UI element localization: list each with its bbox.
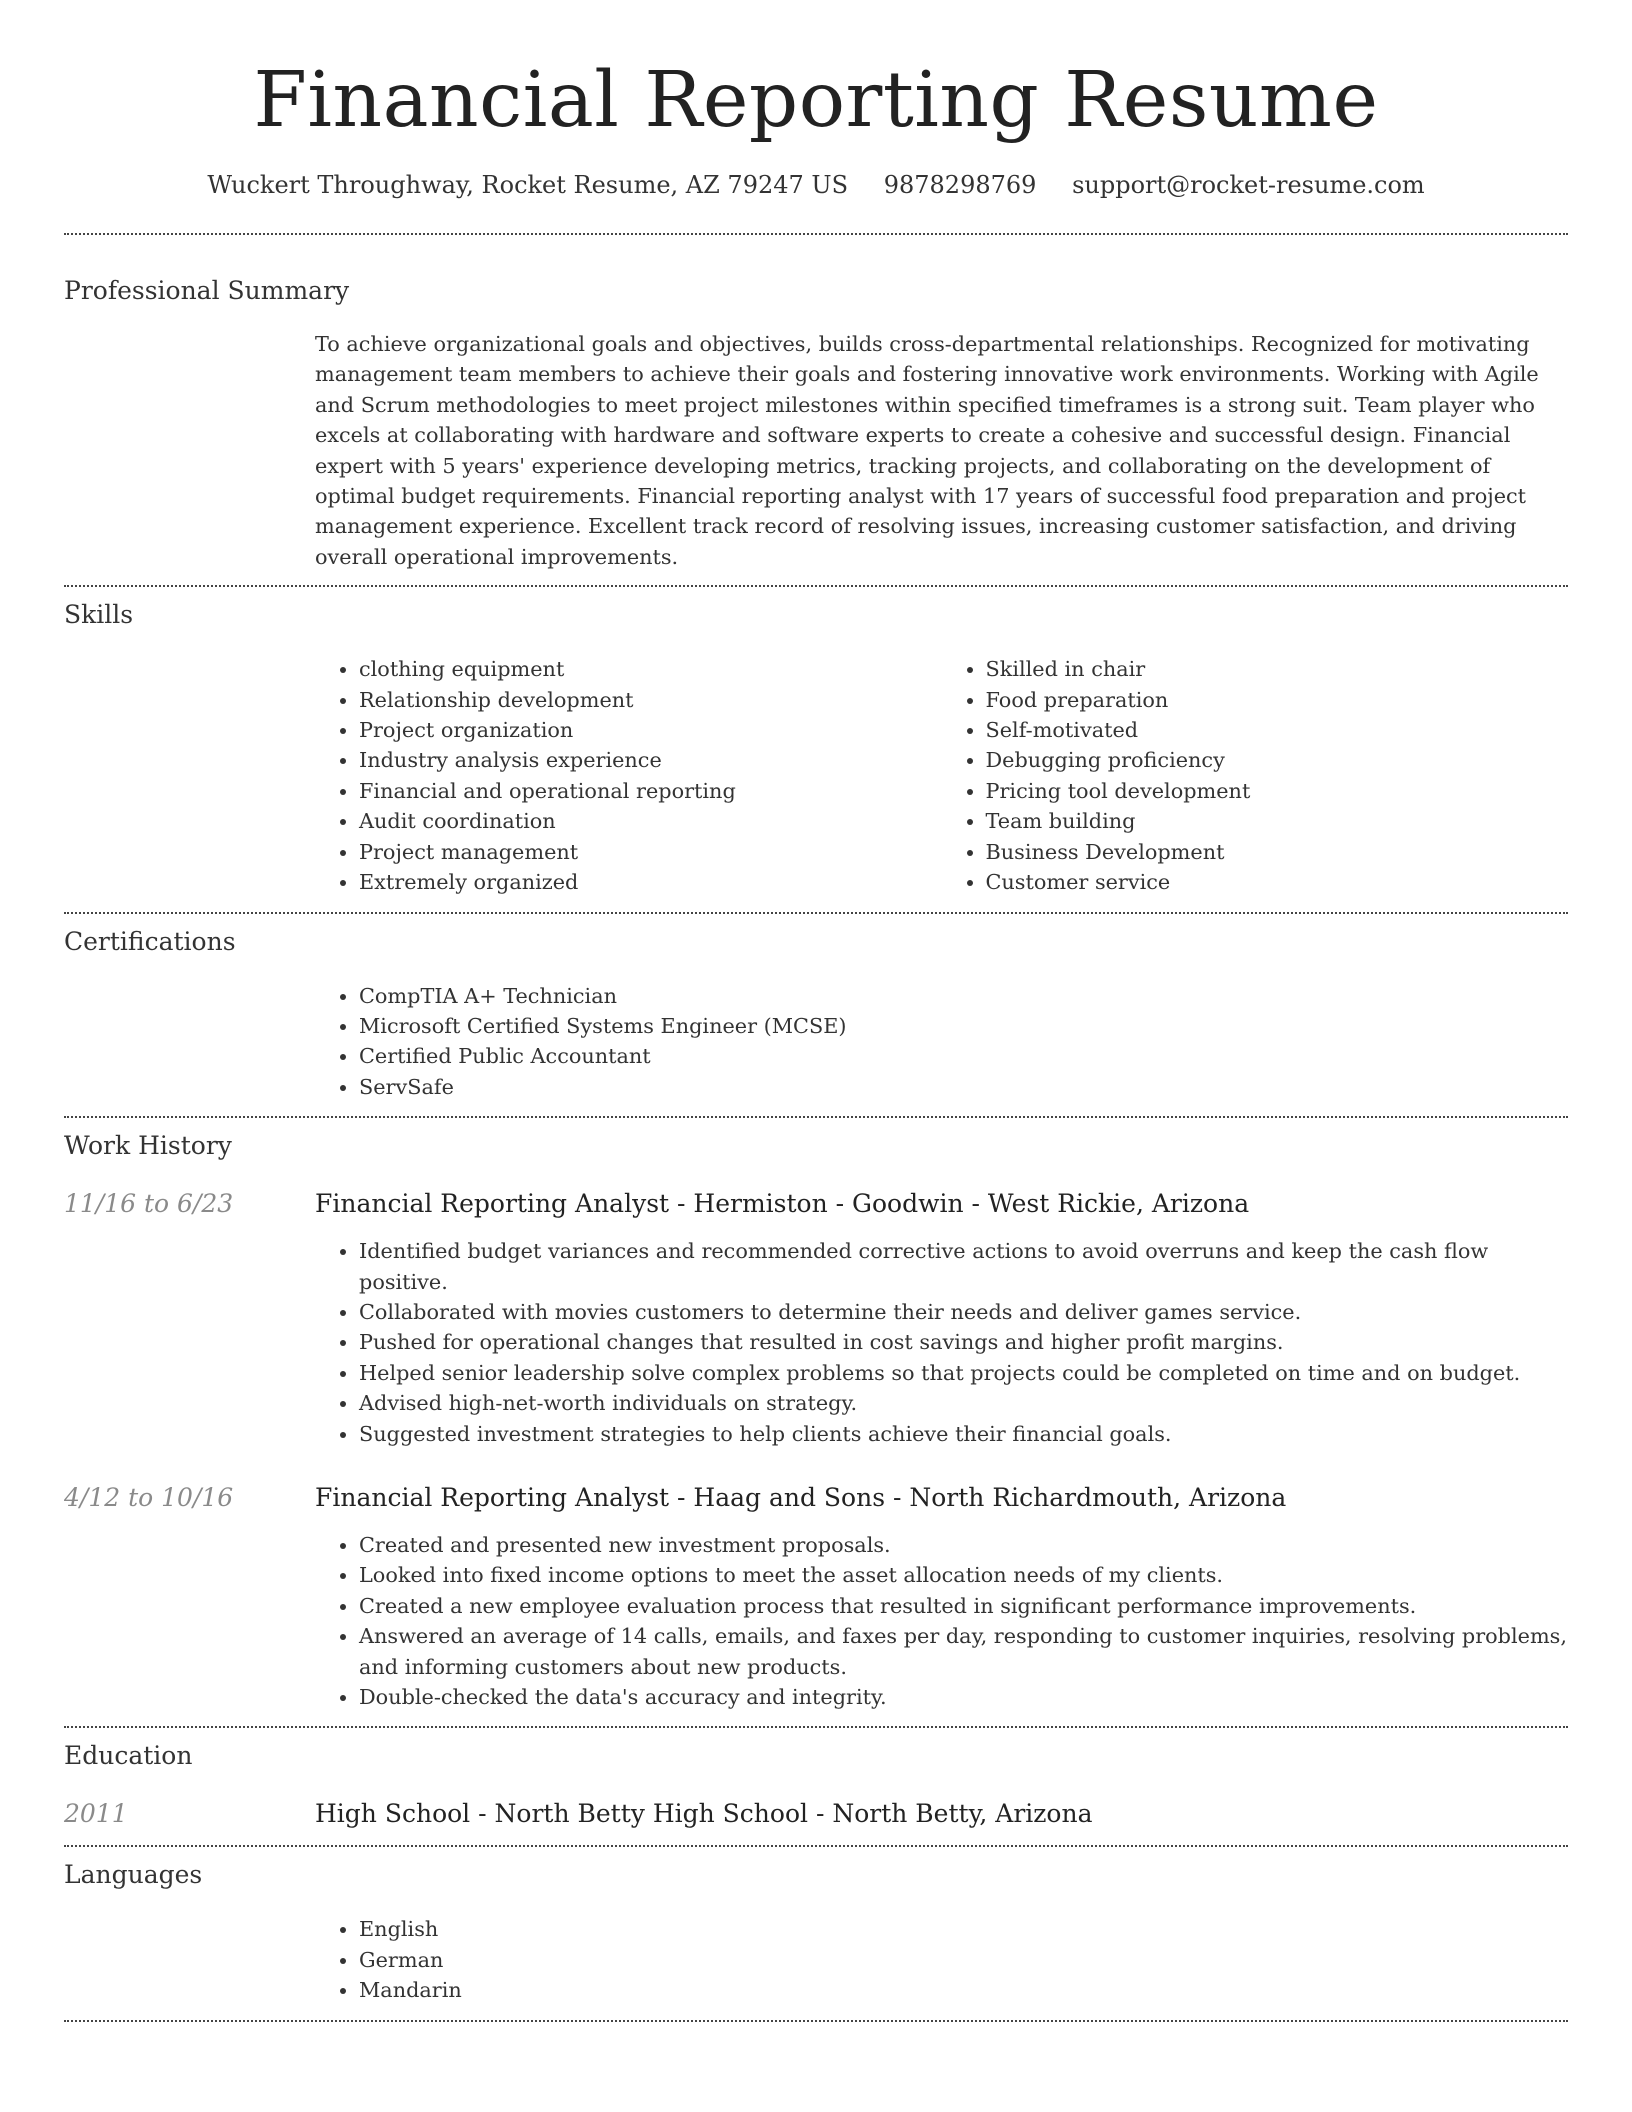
job-dates: 4/12 to 10/16 — [64, 1482, 234, 1512]
contact-address: Wuckert Throughway, Rocket Resume, AZ 79247 US — [207, 171, 849, 199]
job-bullet: • Helped senior leadership solve complex problems so that projects could be completed on time and on budget. — [359, 1358, 1568, 1388]
section-title-certifications: Certifications — [64, 926, 236, 956]
job-entry — [64, 1161, 1568, 1449]
section-title-education: Education — [64, 1741, 193, 1771]
section-education — [64, 1728, 1568, 1845]
section-languages — [64, 1847, 1568, 2019]
education-entry — [64, 1771, 1568, 1845]
language-item: • Mandarin — [359, 1975, 1568, 2005]
language-item: • German — [359, 1945, 1568, 1975]
certification-item: • ServSafe — [359, 1072, 1568, 1102]
skill-item: • Customer service — [986, 867, 1569, 897]
job-bullet: • Looked into fixed income options to meet the asset allocation needs of my clients. — [359, 1560, 1568, 1590]
job-bullets — [315, 1219, 1568, 1449]
job-bullet: • Double-checked the data's accuracy and integrity. — [359, 1682, 1568, 1712]
job-bullet-list — [315, 1530, 1568, 1712]
section-work-history — [64, 1118, 1568, 1726]
resume-page — [64, 0, 1568, 2022]
section-skills — [64, 587, 1568, 911]
skill-item: • Skilled in chair — [986, 654, 1569, 684]
skill-item: • Project management — [359, 837, 942, 867]
certification-item: • Certified Public Accountant — [359, 1041, 1568, 1071]
job-bullet: • Collaborated with movies customers to determine their needs and deliver games service. — [359, 1297, 1568, 1327]
job-bullet: • Suggested investment strategies to help clients achieve their financial goals. — [359, 1419, 1568, 1449]
languages-content — [315, 1890, 1568, 2019]
certifications-list — [315, 981, 1568, 1103]
contact-line — [64, 170, 1568, 200]
skill-item: • Business Development — [986, 837, 1569, 867]
language-item: • English — [359, 1914, 1568, 1944]
skill-item: • clothing equipment — [359, 654, 942, 684]
education-title: High School - North Betty High School - North Betty, Arizona — [315, 1799, 1093, 1829]
certification-item: • Microsoft Certified Systems Engineer (MCSE) — [359, 1011, 1568, 1041]
certification-item: • CompTIA A+ Technician — [359, 981, 1568, 1011]
skills-list-left — [315, 654, 942, 897]
job-bullet: • Pushed for operational changes that resulted in cost savings and higher profit margins. — [359, 1327, 1568, 1357]
skill-item: • Project organization — [359, 715, 942, 745]
job-bullet-list — [315, 1236, 1568, 1449]
education-year: 2011 — [64, 1799, 128, 1829]
job-dates: 11/16 to 6/23 — [64, 1189, 234, 1219]
job-bullet: • Advised high-net-worth individuals on strategy. — [359, 1388, 1568, 1418]
job-bullet: • Created a new employee evaluation process that resulted in significant performance improvements. — [359, 1591, 1568, 1621]
section-title-summary: Professional Summary — [64, 276, 350, 305]
skill-item: • Food preparation — [986, 685, 1569, 715]
skill-item: • Audit coordination — [359, 806, 942, 836]
contact-email: support@rocket-resume.com — [1072, 171, 1425, 199]
divider — [64, 2020, 1568, 2022]
skill-item: • Team building — [986, 806, 1569, 836]
resume-title: Financial Reporting Resume — [253, 56, 1379, 145]
job-title: Financial Reporting Analyst - Hermiston - Goodwin - West Rickie, Arizona — [315, 1189, 1250, 1219]
skill-item: • Industry analysis experience — [359, 745, 942, 775]
skill-item: • Debugging proficiency — [986, 745, 1569, 775]
languages-list — [315, 1914, 1568, 2005]
skill-item: • Relationship development — [359, 685, 942, 715]
section-summary — [64, 235, 1568, 585]
skills-list-right — [942, 654, 1569, 897]
job-title: Financial Reporting Analyst - Haag and Sons - North Richardmouth, Arizona — [315, 1482, 1287, 1512]
section-title-languages: Languages — [64, 1860, 203, 1890]
skill-item: • Extremely organized — [359, 867, 942, 897]
job-bullet: • Answered an average of 14 calls, emails, and faxes per day, responding to customer inquiries, resolving problems, and informing customers about new products. — [359, 1621, 1568, 1682]
contact-phone: 9878298769 — [883, 171, 1037, 199]
skills-columns — [315, 630, 1568, 911]
certifications-content — [315, 957, 1568, 1117]
job-bullet: • Identified budget variances and recommended corrective actions to avoid overruns and keep the cash flow positive. — [359, 1236, 1568, 1297]
section-title-skills: Skills — [64, 600, 134, 630]
summary-text: To achieve organizational goals and objectives, builds cross-departmental relationships. Recognized for motivating management team members to achieve their goals and fostering innovative work environments. Working with Agile and Scrum methodologies to meet project milestones within specified timeframes is a strong suit. Team player who excels at collaborating with hardware and software experts to create a cohesive and successful design. Financial expert with 5 years' experience developing metrics, tracking projects, and collaborating on the development of optimal budget requirements. Financial reporting analyst with 17 years of successful food preparation and project management experience. Excellent track record of resolving issues, increasing customer satisfaction, and driving overall operational improvements. — [315, 332, 1539, 569]
section-title-work: Work History — [64, 1131, 232, 1161]
job-entry — [64, 1449, 1568, 1726]
skill-item: • Self-motivated — [986, 715, 1569, 745]
section-certifications — [64, 914, 1568, 1117]
job-bullets — [315, 1513, 1568, 1712]
skill-item: • Financial and operational reporting — [359, 776, 942, 806]
job-bullet: • Created and presented new investment proposals. — [359, 1530, 1568, 1560]
skill-item: • Pricing tool development — [986, 776, 1569, 806]
